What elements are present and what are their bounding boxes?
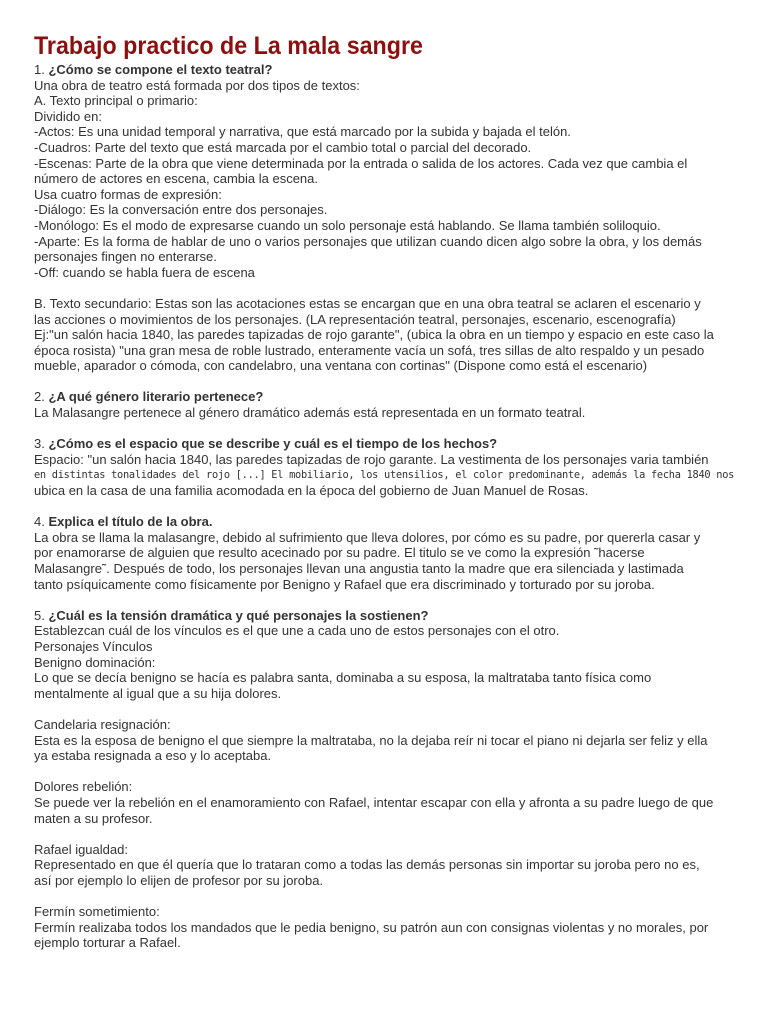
paragraph-line: Esta es la esposa de benigno el que siempre la maltrataba, no la dejaba reír ni tocar el piano ni dejarla ser feliz y ella [34, 732, 708, 748]
character-heading: Benigno dominación: [34, 654, 156, 670]
paragraph-line: Representado en que él quería que lo trataran como a todas las demás personas sin importar su joroba pero no es, [34, 857, 700, 873]
paragraph-line: tanto psíquicamente como físicamente por Benigno y Rafael que era discriminado y torturado por su joroba. [34, 576, 655, 592]
character-heading: Rafael igualdad: [34, 841, 128, 857]
paragraph-line: A. Texto principal o primario: [34, 93, 198, 109]
paragraph-line: ya estaba resignada a eso y lo aceptaba. [34, 748, 272, 764]
question-3: 3. ¿Cómo es el espacio que se describe y cuál es el tiempo de los hechos? [34, 436, 498, 452]
paragraph-line: mueble, aparador o cómoda, con candelabro, una ventana con cortinas" (Dispone como está el escenario) [34, 358, 648, 374]
paragraph-line: La obra se llama la malasangre, debido al sufrimiento que lleva dolores, por cómo es su padre, por quererla casar y [34, 529, 701, 545]
paragraph-line: personajes fingen no enterarse. [34, 249, 217, 265]
paragraph-line: Fermín realizaba todos los mandados que le pedia benigno, su patrón aun con consignas violentas y no morales, por [34, 919, 709, 935]
question-2: 2. ¿A qué género literario pertenece? [34, 389, 264, 405]
question-5: 5. ¿Cuál es la tensión dramática y qué personajes la sostienen? [34, 607, 429, 623]
paragraph-line: época rosista) "una gran mesa de roble lustrado, enteramente vacía un sofá, tres sillas de alto respaldo y un pesado [34, 342, 705, 358]
paragraph-line: Se puede ver la rebelión en el enamoramiento con Rafael, intentar escapar con ella y afronta a su padre luego de que [34, 794, 714, 810]
paragraph-line: mentalmente al igual que a su hija dolores. [34, 685, 282, 701]
paragraph-line: -Diálogo: Es la conversación entre dos personajes. [34, 202, 328, 218]
paragraph-line: Ej:"un salón hacia 1840, las paredes tapizadas de rojo garante", (ubica la obra en un tiempo y espacio en este caso la [34, 327, 714, 343]
paragraph-line: Usa cuatro formas de expresión: [34, 186, 222, 202]
paragraph-line: ubica en la casa de una familia acomodada en la época del gobierno de Juan Manuel de Rosas. [34, 483, 589, 499]
paragraph-line: Espacio: "un salón hacia 1840, las paredes tapizadas de rojo garante. La vestimenta de los personajes varia también [34, 451, 709, 467]
paragraph-line-monospace: en distintas tonalidades del rojo [...] El mobiliario, los utensilios, el color predominante, además la fecha 1840 nos [34, 468, 735, 482]
character-heading: Dolores rebelión: [34, 779, 133, 795]
paragraph-line: Personajes Vínculos [34, 638, 153, 654]
page-title: Trabajo practico de La mala sangre [34, 32, 423, 60]
paragraph-line: -Actos: Es una unidad temporal y narrativa, que está marcado por la subida y bajada el telón. [34, 124, 571, 140]
paragraph-line: Dividido en: [34, 108, 102, 124]
character-heading: Fermín sometimiento: [34, 904, 160, 920]
paragraph-line: por enamorarse de alguien que resulto acecinado por su padre. El titulo se ve como la expresión ˜hacerse [34, 545, 645, 561]
paragraph-line: -Off: cuando se habla fuera de escena [34, 264, 255, 280]
paragraph-line: La Malasangre pertenece al género dramático además está representada en un formato teatral. [34, 405, 586, 421]
paragraph-line: maten a su profesor. [34, 810, 153, 826]
paragraph-line: ejemplo torturar a Rafael. [34, 935, 181, 951]
paragraph-line: -Aparte: Es la forma de hablar de uno o varios personajes que utilizan cuando dicen algo sobre la obra, y los demás [34, 233, 702, 249]
paragraph-line: Lo que se decía benigno se hacía es palabra santa, dominaba a su esposa, la maltrataba tanto física como [34, 670, 652, 686]
paragraph-line: Malasangre˜. Después de todo, los personajes llevan una angustia tanto la madre que era silenciada y lastimada [34, 561, 684, 576]
paragraph-line: Una obra de teatro está formada por dos tipos de textos: [34, 77, 360, 93]
paragraph-line: -Monólogo: Es el modo de expresarse cuando un solo personaje está hablando. Se llama también soliloquio. [34, 217, 661, 233]
question-4: 4. Explica el título de la obra. [34, 514, 213, 530]
paragraph-line: -Cuadros: Parte del texto que está marcada por el cambio total o parcial del decorado. [34, 139, 532, 155]
paragraph-line: -Escenas: Parte de la obra que viene determinada por la entrada o salida de los actores. Cada vez que cambia el [34, 155, 688, 171]
paragraph-line: Establezcan cuál de los vínculos es el que une a cada uno de estos personajes con el otro. [34, 623, 560, 639]
paragraph-line: las acciones o movimientos de los personajes. (LA representación teatral, personajes, escenario, escenografía) [34, 311, 676, 327]
question-1: 1. ¿Cómo se compone el texto teatral? [34, 62, 273, 77]
character-heading: Candelaria resignación: [34, 716, 171, 732]
paragraph-line: número de actores en escena, cambia la escena. [34, 171, 319, 187]
paragraph-line: así por ejemplo lo elijen de profesor por su joroba. [34, 872, 324, 888]
paragraph-line: B. Texto secundario: Estas son las acotaciones estas se encargan que en una obra teatral se aclaren el escenario y [34, 295, 701, 311]
